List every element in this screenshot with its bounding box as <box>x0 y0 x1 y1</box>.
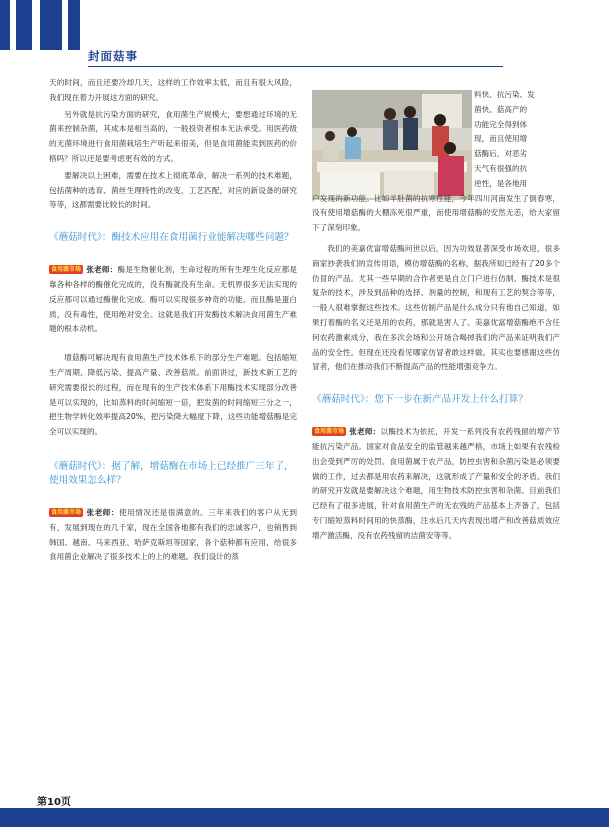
header-bar <box>0 0 10 50</box>
speaker-name: 张老师： <box>86 507 119 517</box>
answer-text: 以酶技术为依托，开发一系列没有农药残留的增产节能抗污染产品。国家对食品安全的监管越来越严格，市场上如果有农残检出会受到严厉的处罚。食用菌属于农产品，防控虫害和杂菌污染是必须要做的工作，过去都是用农药来解决，这就形成了产量和安全的矛盾。我们的研究开发就是要解决这个难题，用生物技术防控虫害和杂菌。目前我们已经有了很多进展，针对食用菌生产的无农残的产品基本上齐备了，包括专门缩短蒸料时间用的快蒸酶，注水后几天内表现出增产和改善菇质效应增产激活酶，没有农药残留的洁菌安等等。 <box>312 427 561 540</box>
interview-question: 《蘑菇时代》：您下一步在新产品开发上什么打算？ <box>312 394 528 406</box>
speaker-name: 张老师： <box>86 265 118 275</box>
header-bar <box>40 0 62 50</box>
interview-question: 《蘑菇时代》：据了解，增菇酶在市场上已经推广三年了，使用效果怎么样？ <box>49 460 294 486</box>
speaker-badge: 食用菌市场 <box>51 266 82 274</box>
wrap-line: 天气有很强的抗 <box>474 163 528 173</box>
answer-paragraph <box>49 506 297 565</box>
wrap-line: 菌快、菇高产的 <box>474 104 528 114</box>
wrap-line: 菇酶后，对恶劣 <box>474 149 528 159</box>
wrap-line: 料快、抗污染、发 <box>474 90 535 99</box>
paragraph: 要解决以上困难，需要在技术上彻底革命，解决一系列的技术难题，包括菌种的选育、菌丝生理特性的改变，工艺匹配，对应的新设备的研究等等，这都需要比较长的时间。 <box>49 170 297 210</box>
answer-paragraph <box>312 425 560 543</box>
wrap-line: 现，而且使用增 <box>474 134 528 144</box>
speaker-badge: 食用菌市场 <box>314 428 345 436</box>
page-number: 第10页 <box>37 797 71 808</box>
header-rule <box>88 66 503 67</box>
left-column <box>49 76 297 565</box>
right-column <box>312 76 560 544</box>
speaker-name: 张老师： <box>349 427 381 437</box>
answer-text: 酶是生物催化剂，生命过程的所有生理生化反应都是靠各种各样的酶催化完成的，没有酶就没有生命。无机界很多无法实现的反应都可以通过酶催化完成。酶可以实现很多神奇的功能。而且酶是蛋白质，没有毒性，使用绝对安全。这就是我们开发酶技术解决食用菌生产难题的根本动机。 <box>49 265 298 334</box>
header-bar <box>68 0 80 50</box>
wrap-text-block <box>474 88 560 192</box>
interview-question: 《蘑菇时代》：酶技术应用在食用菌行业能解决哪些问题？ <box>49 232 294 244</box>
paragraph: 户发现的新功能。比如羊肚菌的抗寒性能，今年四川河南发生了倒春寒，没有使用增菇酶的大棚冻死很严重，而使用增菇酶的安然无恙，给大家留下了深刻印象。 <box>312 193 560 233</box>
paragraph: 天的时间，而且还要冷却几天，这样的工作效率太低，而且有很大风险，我们现在着力开展这方面的研究。 <box>49 78 297 102</box>
wrap-line: 功能完全得到体 <box>474 119 528 129</box>
section-title: 封面菇事 <box>88 49 138 63</box>
wrap-line: 逆性，是各地用 <box>474 178 528 188</box>
answer-text: 使用情况还是很满意的。三年来我们的客户从无到有，发展到现在的几千家，现在全国各地都有我们的忠诚客户，也销售到韩国、越南、马来西亚、哈萨克斯坦等国家，各个菇种都有应用，给很多食用菌企业解决了很多技术上的上的难题。我们设计的蒸 <box>49 507 298 562</box>
footer-bar <box>0 808 609 827</box>
paragraph: 增菇酶可解决现有食用菌生产技术体系下的部分生产难题。包括缩短生产周期、降低污染、提高产量、改善菇质。前面讲过，新技术新工艺的研究需要很长的过程，而在现有的生产技术体系下用酶技术实现部分改善是可以实现的，比如蒸料的时间缩短一倍，把发菌的时间缩短三分之一，把生物学转化效率提高20%，把污染降大幅度下降，这些功能增菇酶是完全可以实现的。 <box>49 353 297 437</box>
paragraph: 另外就是抗污染方面的研究，食用菌生产规模大，要想通过环境的无菌来控制杂菌，其成本是相当高的，一般投资者根本无法承受。用医药级的无菌环境进行食用菌栽培生产听起来很美，但是食用菌能卖到医药的价格吗？所以还是要考虑更有效的方式。 <box>49 109 297 163</box>
header-bar <box>16 0 32 50</box>
answer-paragraph <box>49 263 297 337</box>
paragraph: 我们的美嘉优富增菇酶问世以后，因为功效显著深受市场欢迎，很多商家抄袭我们的宣传用语，模仿增菇酶的名称，据我所知已经有了20多个仿冒的产品。尤其一些早期的合作者更是自立门户进行仿制。酶技术是很复杂的技术，涉及到品种的选择、剂量的控制，和现有工艺的契合等等，一般人很难掌握这些技术。这些仿制产品是什么成分只有他自己知道，如果打着酶的名义还是用的农药，那就是害人了。美嘉优富增菇酶绝不含任何农药激素成分，我在多次会场和公开场合喝掉我们的产品来证明我们产品的安全性。但现在还没看见哪家仿冒者敢这样做。其实也要感谢这些仿冒者，他们在推动我们不断提高产品的性能增强竞争力。 <box>312 243 560 372</box>
speaker-badge: 食用菌市场 <box>51 508 82 516</box>
